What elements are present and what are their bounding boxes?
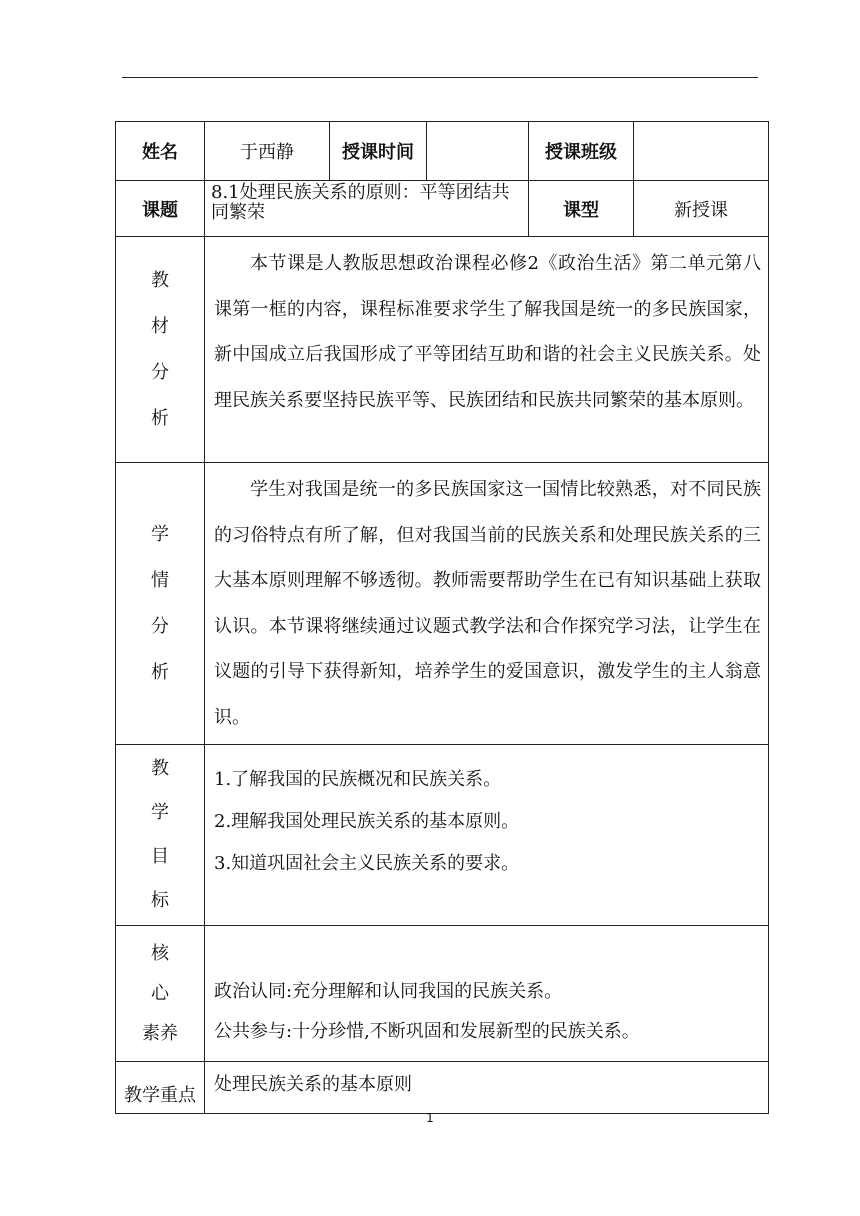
- student-analysis-content: 学生对我国是统一的多民族国家这一国情比较熟悉，对不同民族的习俗特点有所了解，但对我国当前的民族关系和处理民族关系的三大基本原则理解不够透彻。教师需要帮助学生在已有知识基础上获取认识。本节课将继续通过议题式教学法和合作探究学习法，让学生在议题的引导下获得新知，培养学生的爱国意识，激发学生的主人翁意识。: [205, 463, 769, 745]
- core-item: 公共参与:十分珍惜,不断巩固和发展新型的民族关系。: [214, 1021, 640, 1042]
- topic-value: 8.1处理民族关系的原则：平等团结共同繁荣: [205, 181, 529, 237]
- lesson-type-label: 课型: [529, 181, 634, 237]
- row-basic-info: [116, 122, 769, 181]
- key-points-content: 处理民族关系的基本原则: [205, 1062, 769, 1114]
- name-value: 于西静: [205, 122, 330, 181]
- row-topic: [116, 181, 769, 237]
- core-item: 政治认同:充分理解和认同我国的民族关系。: [214, 981, 563, 1002]
- key-points-label: 教学重点: [116, 1062, 205, 1114]
- row-student-analysis: [116, 463, 769, 745]
- row-textbook-analysis: [116, 237, 769, 463]
- row-key-points: [116, 1062, 769, 1114]
- goal-item: 1.了解我国的民族概况和民族关系。: [214, 769, 502, 790]
- lesson-type-value: 新授课: [634, 181, 769, 237]
- teaching-class-value: [634, 122, 769, 181]
- page-number: 1: [426, 1111, 434, 1125]
- textbook-analysis-label: 教 材 分 析: [116, 237, 205, 463]
- teaching-goals-content: [205, 745, 769, 926]
- teaching-class-label: 授课班级: [529, 122, 634, 181]
- header-rule: [122, 77, 758, 78]
- name-label: 姓名: [116, 122, 205, 181]
- lesson-plan-table: [115, 121, 769, 1114]
- textbook-analysis-content: 本节课是人教版思想政治课程必修2《政治生活》第二单元第八课第一框的内容，课程标准要求学生了解我国是统一的多民族国家，新中国成立后我国形成了平等团结互助和谐的社会主义民族关系。处理民族关系要坚持民族平等、民族团结和民族共同繁荣的基本原则。: [205, 237, 769, 463]
- teaching-time-value: [427, 122, 529, 181]
- topic-label: 课题: [116, 181, 205, 237]
- row-teaching-goals: [116, 745, 769, 926]
- row-core-literacy: [116, 926, 769, 1062]
- goal-item: 3.知道巩固社会主义民族关系的要求。: [214, 853, 520, 874]
- core-literacy-content: [205, 926, 769, 1062]
- core-literacy-label: 核 心 素养: [116, 926, 205, 1062]
- teaching-time-label: 授课时间: [330, 122, 427, 181]
- teaching-goals-label: 教 学 目 标: [116, 745, 205, 926]
- goal-item: 2.理解我国处理民族关系的基本原则。: [214, 811, 520, 832]
- student-analysis-label: 学 情 分 析: [116, 463, 205, 745]
